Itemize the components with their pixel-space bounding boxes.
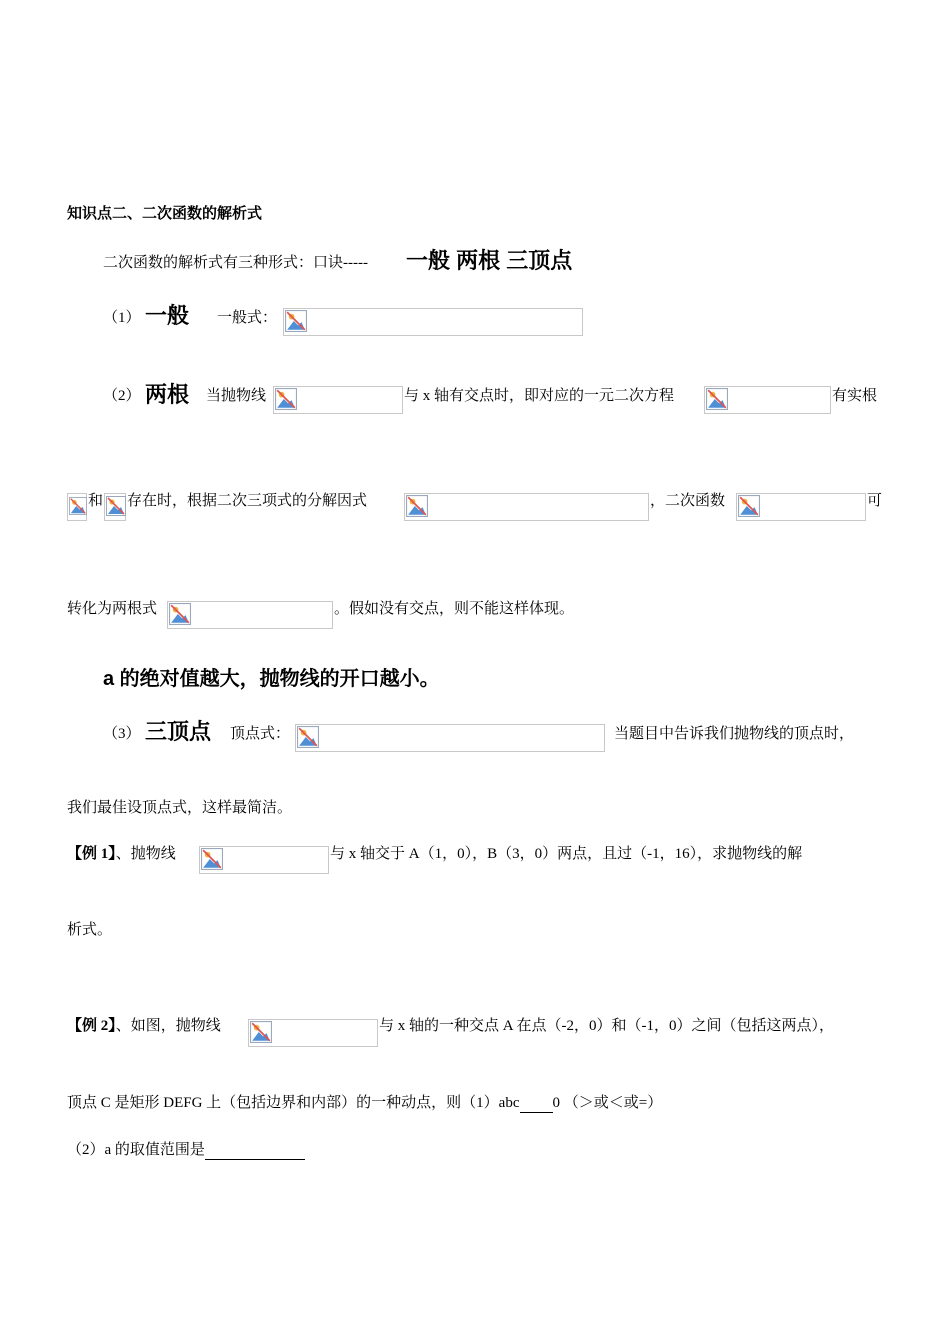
example1-line1	[67, 842, 176, 863]
form3-label: 顶点式：	[230, 726, 291, 742]
example1-text-a: 、抛物线	[115, 846, 176, 862]
form2-keyword: 两根	[145, 382, 190, 407]
form1-number: （1）	[103, 310, 141, 326]
example2-tag: 【例 2】	[67, 1018, 116, 1034]
formula-image	[404, 493, 649, 521]
formula-image	[104, 493, 126, 521]
form2-text-c: 有实根	[832, 388, 878, 404]
example2-text-c-1: 顶点 C 是矩形 DEFG 上（包括边界和内部）的一种动点，则（1）abc	[67, 1095, 520, 1111]
broken-image-icon	[106, 495, 126, 517]
broken-image-icon	[706, 388, 728, 410]
form1-label: 一般式：	[217, 310, 278, 326]
broken-image-icon	[250, 1021, 272, 1043]
example2-text-a: 、如图，抛物线	[115, 1018, 221, 1034]
form3-text-a: 当题目中告诉我们抛物线的顶点时，	[614, 726, 855, 742]
form1-keyword: 一般	[145, 303, 190, 328]
example2-text-b: 与 x 轴的一种交点 A 在点（-2，0）和（-1，0）之间（包括这两点），	[379, 1018, 834, 1034]
form2-text-h: 转化为两根式	[67, 601, 158, 617]
broken-image-icon	[285, 310, 307, 332]
example1-text-c: 析式。	[67, 922, 113, 938]
form2-text-i: 。假如没有交点，则不能这样体现。	[334, 601, 575, 617]
bold-statement: a 的绝对值越大，抛物线的开口越小。	[103, 668, 440, 690]
formula-image	[167, 601, 333, 629]
answer-blank-2[interactable]	[205, 1142, 305, 1160]
example2-line2	[67, 1091, 662, 1113]
formula-image	[248, 1019, 378, 1047]
section-title: 知识点二、二次函数的解析式	[67, 206, 263, 222]
form2-text-f: ，二次函数	[650, 493, 726, 509]
formula-image	[295, 724, 605, 752]
formula-image	[736, 493, 866, 521]
example2-line1	[67, 1014, 221, 1035]
answer-blank-1[interactable]	[520, 1095, 553, 1113]
broken-image-icon	[169, 603, 191, 625]
form2-text-a: 当抛物线	[206, 388, 267, 404]
formula-image	[67, 493, 87, 521]
form2-text-b: 与 x 轴有交点时，即对应的一元二次方程	[404, 388, 675, 404]
broken-image-icon	[69, 495, 87, 517]
broken-image-icon	[201, 848, 223, 870]
form2-text-e: 存在时，根据二次三项式的分解因式	[127, 493, 368, 509]
formula-image	[283, 308, 583, 336]
example2-text-c-2: 0 （＞或＜或=）	[552, 1095, 663, 1111]
broken-image-icon	[297, 726, 319, 748]
form2-text-g: 可	[867, 493, 883, 509]
form3-number: （3）	[103, 726, 141, 742]
broken-image-icon	[738, 495, 760, 517]
form3-keyword: 三顶点	[145, 719, 212, 744]
broken-image-icon	[275, 388, 297, 410]
example2-text-d: （2）a 的取值范围是	[67, 1142, 205, 1158]
formula-image	[704, 386, 831, 414]
example1-text-b: 与 x 轴交于 A（1，0），B（3，0）两点，且过（-1，16），求抛物线的解	[330, 846, 803, 862]
intro-text: 二次函数的解析式有三种形式：口诀-----	[103, 255, 368, 271]
formula-image	[199, 846, 329, 874]
example1-tag: 【例 1】	[67, 846, 116, 862]
example2-line3	[67, 1138, 305, 1160]
formula-image	[273, 386, 403, 414]
broken-image-icon	[406, 495, 428, 517]
mnemonic: 一般 两根 三顶点	[406, 248, 573, 273]
form3-text-b: 我们最佳设顶点式，这样最简洁。	[67, 800, 293, 816]
form2-text-d: 和	[88, 493, 104, 509]
form2-number: （2）	[103, 388, 141, 404]
